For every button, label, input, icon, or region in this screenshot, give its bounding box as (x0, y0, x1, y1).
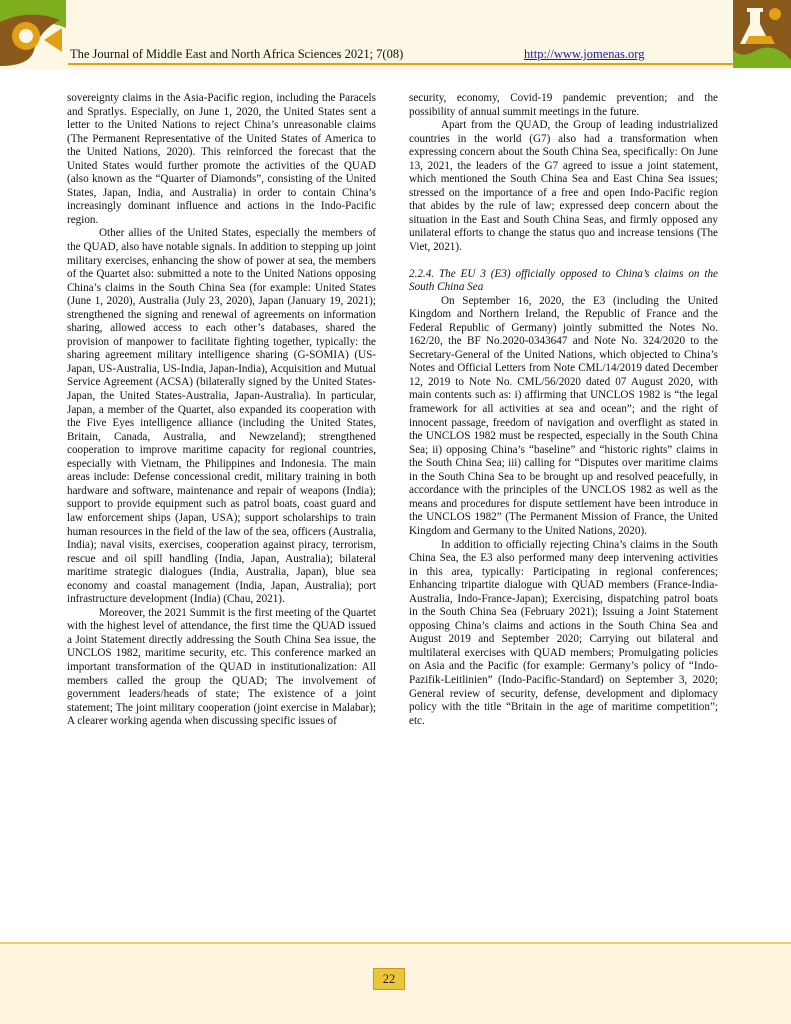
header-divider (68, 63, 734, 65)
right-paragraph-4: In addition to officially rejecting China’s claims in the South China Sea, the E3 also performed many deep intervening activities in this area, typically: Participating in regional conferences; Enhancing tripartite dialogue with QUAD members (France-India-Australia, Indo-France-Japan); Exercising, dispatching patrol boats in the South China Sea (February 2021); Issuing a Joint Statement opposing China’s claims and actions in the South China Sea and August 2019 and September 2020; Carrying out bilateral and multilateral exercises with QUAD members; Promulgating policies on Asia and the Pacific (for example: Germany’s policy of “Indo-Pazifik-Leitlinien” (Indo-Pacific-Standard) on September 3, 2020; General review of security, defense, development and diplomacy policy with the title “Britain in the age of maritime competition”; etc. (409, 538, 718, 727)
right-paragraph-2: Apart from the QUAD, the Group of leading industrialized countries in the world (G7) also had a transformation when expressing concern about the South China Sea, specifically: On June 13, 2021, the leaders of the G7 agreed to issue a joint statement, which mentioned the South China Sea and East China Sea issues; stressed on the importance of a free and open Indo-Pacific region that abides by the rule of law; expressed deep concern about the situation in the East and South China Seas, and firmly opposed any unilateral efforts to change the status quo and increase tensions (The Viet, 2021). (409, 119, 718, 254)
left-paragraph-3: Moreover, the 2021 Summit is the first meeting of the Quartet with the highest level of attendance, the first time the QUAD issued a Joint Statement directly addressing the South China Sea issue, the UNCLOS 1982, maritime security, etc. This conference marked an important transformation of the QUAD in institutionalization: All members called the group the QUAD; The involvement of government leaders/heads of state; The existence of a joint statement; The joint military cooperation (joint exercise in Malabar); A clearer working agenda when discussing specific issues of (67, 606, 376, 728)
left-paragraph-1: sovereignty claims in the Asia-Pacific region, including the Paracels and Spratlys. Especially, on June 1, 2020, the United States sent a letter to the United Nations to reject China’s unreasonable claims (The Permanent Representative of the United States of America to the United Nations, 2020). This reinforced the forecast that the United States would further promote the activities of the QUAD (also known as the “Quarter of Diamonds”, consisting of the United States, Japan, India, and Australia) in order to contain China’s increasingly dominant influence and actions in the Indo-Pacific region. (67, 92, 376, 226)
footer-divider (0, 942, 791, 944)
journal-title: The Journal of Middle East and North Africa Sciences 2021; 7(08) (70, 47, 404, 61)
right-paragraph-3: On September 16, 2020, the E3 (including the United Kingdom and Northern Ireland, the Republic of France and the Federal Republic of Germany) jointly submitted the Notes No. 162/20, the BF No.2020-0343647 and Note No. 324/2020 to the Secretary-General of the United Nations, which objected to China’s Notes and Official Letters from Note CML/14/2019 dated December 12, 2019 to Note No. CML/56/2020 dated 07 August 2020, with main contents such as: i) affirming that UNCLOS 1982 is “the legal framework for all activities at sea and ocean”; and the right of innocent passage, freedom of navigation and overflight as stated in the UNCLOS 1982 must be respected, especially in the South China Sea; ii) opposing China’s “baseline” and “historic rights” claims in the South China Sea; iii) calling for “Disputes over maritime claims in the South China Sea to be brought up and resolved peacefully, in accordance with the principles of the UNCLOS 1982 as well as the means and procedures for dispute settlement have been introduce in the UNCLOS 1982” (The Permanent Mission of France, the United Kingdom and Germany to the United Nations, 2020). (409, 294, 718, 537)
right-paragraph-1: security, economy, Covid-19 pandemic prevention; and the possibility of annual summit meetings in the future. (409, 92, 718, 118)
page-number: 22 (373, 968, 405, 990)
journal-logo-right (733, 0, 791, 68)
left-column (67, 92, 376, 729)
section-heading: 2.2.4. The EU 3 (E3) officially opposed to China’s claims on the South China Sea (409, 267, 718, 294)
journal-url-link[interactable]: http://www.jomenas.org (524, 47, 645, 61)
left-paragraph-2: Other allies of the United States, especially the members of the QUAD, also have notable signals. In addition to stepping up joint military exercises, enhancing the show of power at sea, the members of the Quartet also: submitted a note to the United Nations opposing China’s claims in the South China Sea (for example: United States (June 1, 2020), Australia (July 23, 2020), Japan (January 19, 2021); strengthened the signing and renewal of agreements on information sharing, allowed access to each other’s databases, shared the provision of manpower to facilitate fighting together, typically: the sharing agreement military intelligence sharing (G-SOMIA) (US-Japan, US-Australia, US-India, Japan-India), Acquisition and Mutual Service Agreement (ACSA) (bilaterally signed by the United States-Japan, the United States-Australia, Japan-Australia). In particular, Japan, a member of the Quartet, also expanded its cooperation with the Five Eyes intelligence alliance (including the United States, Britain, Canada, Australia, and Newzeland); strengthened cooperation to improve maritime capacity for regional countries, especially with Vietnam, the Philippines and Indonesia. The main areas include: Defense concessional credit, military training in both hardware and software, maintenance and repair of weapons (India); support to provide equipment such as patrol boats, coast guard and law enforcement ships (Japan, USA); support scholarships to train human resources in the field of the law of the sea, officers (Australia, India); naval visits, exercises, cooperation against piracy, terrorism, rescue and oil spill handling (India, Japan, Australia); bilateral maritime strategic dialogues (India, Australia, Japan), blue sea economy and coastal management (India, Japan, Australia); port infrastructure development (India) (Chau, 2021). (67, 227, 376, 606)
journal-logo-left (0, 0, 66, 68)
right-column (409, 92, 718, 728)
